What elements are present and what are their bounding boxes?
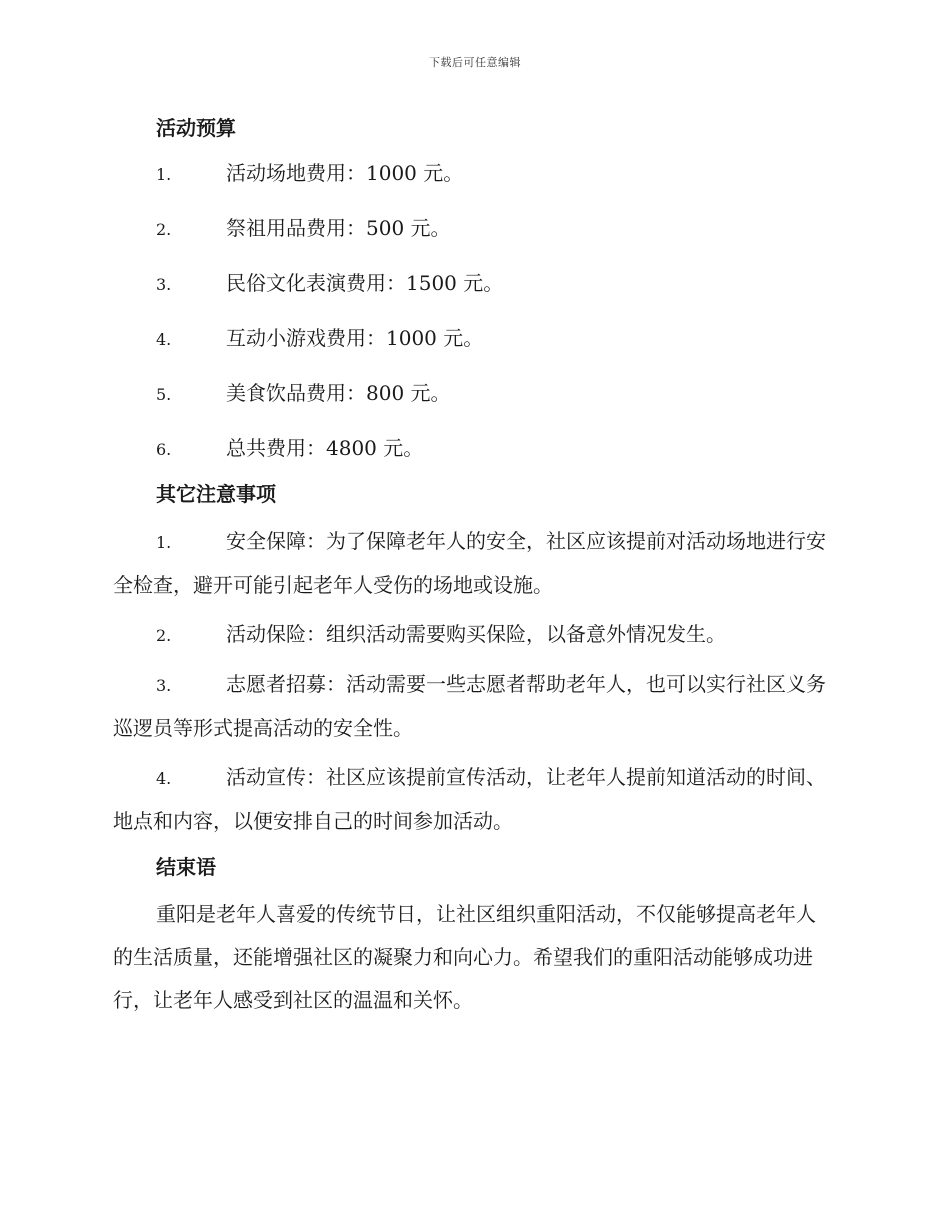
item-text: 美食饮品费用：800 元。 xyxy=(226,381,451,405)
item-number: 6. xyxy=(156,440,172,459)
item-text: 活动保险：组织活动需要购买保险，以备意外情况发生。 xyxy=(226,622,726,646)
budget-section-title: 活动预算 xyxy=(156,116,236,140)
list-item xyxy=(113,311,835,366)
notes-list xyxy=(113,520,835,843)
item-number: 1. xyxy=(156,165,172,184)
item-number: 2. xyxy=(156,220,172,239)
list-item xyxy=(113,663,835,750)
item-number: 1. xyxy=(156,533,172,552)
notes-section-title: 其它注意事项 xyxy=(156,482,276,506)
item-number: 4. xyxy=(156,330,172,349)
list-item xyxy=(113,201,835,256)
item-number: 3. xyxy=(156,676,172,695)
list-item xyxy=(113,146,835,201)
item-text: 互动小游戏费用：1000 元。 xyxy=(226,326,484,350)
header-note: 下载后可任意编辑 xyxy=(429,56,521,69)
list-item xyxy=(113,756,835,843)
item-text: 活动宣传：社区应该提前宣传活动，让老年人提前知道活动的时间、地点和内容，以便安排自己的时间参加活动。 xyxy=(113,765,826,833)
item-text: 民俗文化表演费用：1500 元。 xyxy=(226,271,504,295)
item-number: 2. xyxy=(156,626,172,645)
list-item xyxy=(113,613,835,657)
conclusion-section-title: 结束语 xyxy=(156,855,216,879)
item-number: 3. xyxy=(156,275,172,294)
item-number: 4. xyxy=(156,769,172,788)
item-text: 活动场地费用：1000 元。 xyxy=(226,161,464,185)
item-text: 总共费用：4800 元。 xyxy=(226,436,424,460)
budget-list xyxy=(113,146,835,476)
item-text: 安全保障：为了保障老年人的安全，社区应该提前对活动场地进行安全检查，避开可能引起老年人受伤的场地或设施。 xyxy=(113,529,826,597)
item-text: 志愿者招募：活动需要一些志愿者帮助老年人，也可以实行社区义务巡逻员等形式提高活动的安全性。 xyxy=(113,672,826,740)
list-item xyxy=(113,256,835,311)
list-item xyxy=(113,366,835,421)
item-text: 祭祖用品费用：500 元。 xyxy=(226,216,451,240)
list-item xyxy=(113,520,835,607)
item-number: 5. xyxy=(156,385,172,404)
conclusion-paragraph: 重阳是老年人喜爱的传统节日，让社区组织重阳活动，不仅能够提高老年人的生活质量，还能增强社区的凝聚力和向心力。希望我们的重阳活动能够成功进行，让老年人感受到社区的温温和关怀。 xyxy=(113,902,816,1012)
document-content xyxy=(113,110,835,1022)
list-item xyxy=(113,421,835,476)
